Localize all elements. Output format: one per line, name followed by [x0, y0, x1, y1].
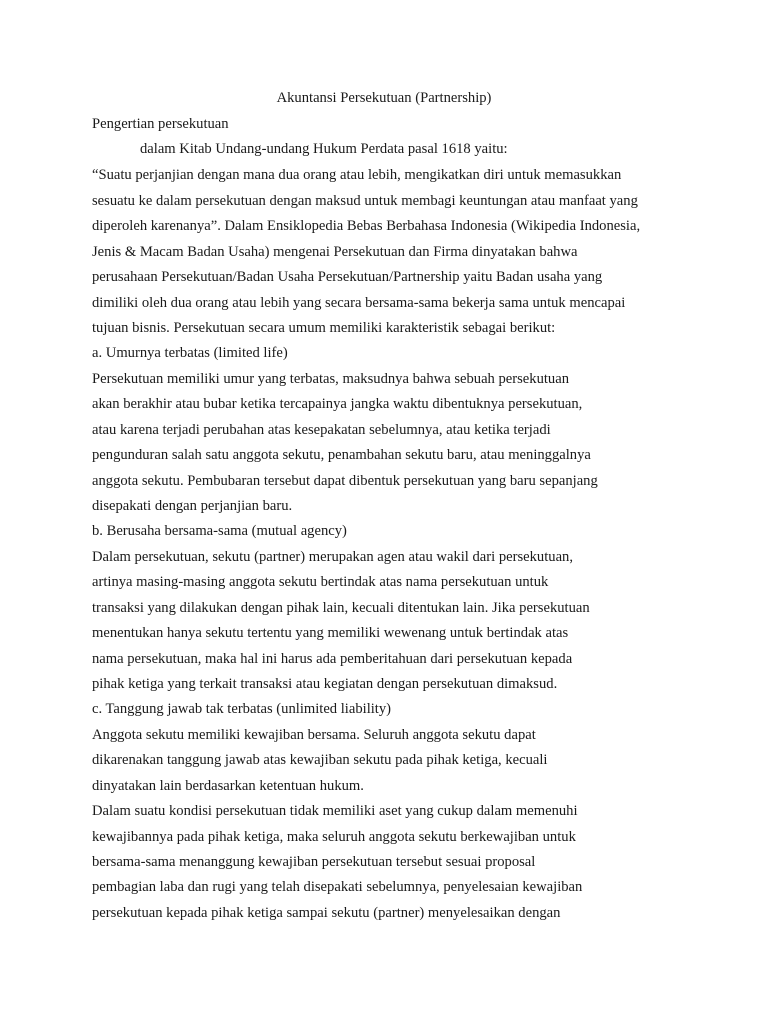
- paragraph-line: kewajibannya pada pihak ketiga, maka seluruh anggota sekutu berkewajiban untuk: [92, 829, 576, 845]
- paragraph-line: akan berakhir atau bubar ketika tercapainya jangka waktu dibentuknya persekutuan,: [92, 396, 583, 412]
- paragraph-line: dikarenakan tanggung jawab atas kewajiban sekutu pada pihak ketiga, kecuali: [92, 752, 548, 768]
- paragraph-line: pihak ketiga yang terkait transaksi atau kegiatan dengan persekutuan dimaksud.: [92, 676, 558, 692]
- paragraph-line: Dalam persekutuan, sekutu (partner) merupakan agen atau wakil dari persekutuan,: [92, 549, 573, 565]
- paragraph-line: Jenis & Macam Badan Usaha) mengenai Persekutuan dan Firma dinyatakan bahwa: [92, 244, 578, 260]
- paragraph-line: Dalam suatu kondisi persekutuan tidak memiliki aset yang cukup dalam memenuhi: [92, 803, 578, 819]
- paragraph-line: dinyatakan lain berdasarkan ketentuan hukum.: [92, 778, 364, 794]
- list-heading: b. Berusaha bersama-sama (mutual agency): [92, 523, 347, 539]
- paragraph-line: atau karena terjadi perubahan atas kesepakatan sebelumnya, atau ketika terjadi: [92, 422, 551, 438]
- paragraph-line: dimiliki oleh dua orang atau lebih yang secara bersama-sama bekerja sama untuk mencapai: [92, 295, 626, 311]
- list-heading: a. Umurnya terbatas (limited life): [92, 345, 288, 361]
- paragraph-line: transaksi yang dilakukan dengan pihak lain, kecuali ditentukan lain. Jika persekutuan: [92, 600, 590, 616]
- paragraph-line: pengunduran salah satu anggota sekutu, penambahan sekutu baru, atau meninggalnya: [92, 447, 591, 463]
- paragraph-line: persekutuan kepada pihak ketiga sampai sekutu (partner) menyelesaikan dengan: [92, 905, 561, 921]
- list-heading: c. Tanggung jawab tak terbatas (unlimited liability): [92, 701, 392, 717]
- paragraph-line: tujuan bisnis. Persekutuan secara umum memiliki karakteristik sebagai berikut:: [92, 320, 556, 336]
- paragraph-line: sesuatu ke dalam persekutuan dengan maksud untuk membagi keuntungan atau manfaat yang: [92, 193, 638, 209]
- paragraph-line: perusahaan Persekutuan/Badan Usaha Persekutuan/Partnership yaitu Badan usaha yang: [92, 269, 603, 285]
- paragraph-line: Persekutuan memiliki umur yang terbatas, maksudnya bahwa sebuah persekutuan: [92, 371, 570, 387]
- paragraph-line: pembagian laba dan rugi yang telah disepakati sebelumnya, penyelesaian kewajiban: [92, 879, 583, 895]
- paragraph-line: “Suatu perjanjian dengan mana dua orang atau lebih, mengikatkan diri untuk memasukkan: [92, 167, 622, 183]
- paragraph-line: Anggota sekutu memiliki kewajiban bersama. Seluruh anggota sekutu dapat: [92, 727, 536, 743]
- section-heading: Pengertian persekutuan: [92, 116, 229, 132]
- paragraph-line: menentukan hanya sekutu tertentu yang memiliki wewenang untuk bertindak atas: [92, 625, 569, 641]
- paragraph-line: artinya masing-masing anggota sekutu bertindak atas nama persekutuan untuk: [92, 574, 549, 590]
- paragraph-line: nama persekutuan, maka hal ini harus ada pemberitahuan dari persekutuan kepada: [92, 651, 573, 667]
- paragraph-line: anggota sekutu. Pembubaran tersebut dapat dibentuk persekutuan yang baru sepanjang: [92, 473, 598, 489]
- paragraph-line: bersama-sama menanggung kewajiban persekutuan tersebut sesuai proposal: [92, 854, 536, 870]
- document-title: Akuntansi Persekutuan (Partnership): [276, 90, 492, 106]
- paragraph-line: diperoleh karenanya”. Dalam Ensiklopedia Bebas Berbahasa Indonesia (Wikipedia Indonesia,: [92, 218, 641, 234]
- paragraph-line: dalam Kitab Undang-undang Hukum Perdata pasal 1618 yaitu:: [140, 141, 508, 157]
- paragraph-line: disepakati dengan perjanjian baru.: [92, 498, 293, 514]
